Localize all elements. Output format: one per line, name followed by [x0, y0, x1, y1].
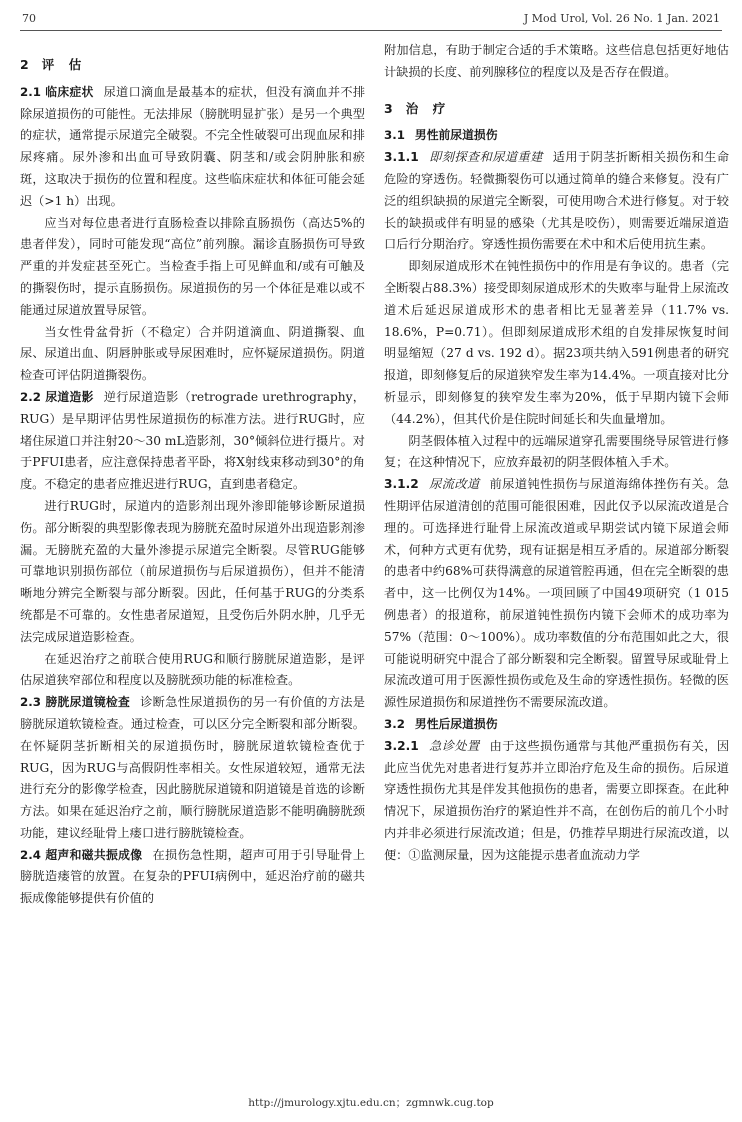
paragraph-text: 逆行尿道造影（retrograde urethrography，RUG）是早期评估男性尿道损伤的标准方法。进行RUG时，应堵住尿道口并注射20～30 mL造影剂，30°倾斜位进行摄片。对于PFUI患者，应注意保持患者平卧，将X射线束移动到30°的角度。不稳定的患者应推迟进行RUG，直到患者稳定。	[20, 389, 365, 492]
paragraph: 应当对每位患者进行直肠检查以排除直肠损伤（高达5%的患者伴发），同时可能发现“高位”前列腺。漏诊直肠损伤可导致严重的并发症甚至死亡。当检查手指上可见鲜血和/或有可触及的撕裂伤时，提示直肠损伤。尿道损伤的另一个体征是难以或不能通过尿道放置导尿管。	[20, 215, 365, 317]
paragraph-text: 尿道口滴血是最基本的症状，但没有滴血并不排除尿道损伤的可能性。无法排尿（膀胱明显扩张）是另一个典型的症状，通常提示尿道完全破裂。不完全性破裂可出现血尿和排尿疼痛。尿外渗和出血可导致阴囊、阴茎和/或会阴肿胀和瘀斑，这取决于损伤的位置和程度。这些临床症状和体征可能会延迟（>1 h）出现。	[20, 84, 365, 208]
subsection-title: 临床症状	[45, 84, 94, 99]
paragraph-text: 适用于阴茎折断相关损伤和生命危险的穿透伤。轻微撕裂伤可以通过简单的缝合来修复。没有广泛的组织缺损的尿道完全断裂，可使用吻合术进行修复。对于较长的缺损或伴有明显的感染（尤其是咬伤），则需要近端尿道造口后行分期治疗。穿透性损伤需要在术中和术后使用抗生素。	[384, 150, 729, 252]
paragraph: 在延迟治疗之前联合使用RUG和顺行膀胱尿道造影，是评估尿道狭窄部位和程度以及膀胱颈功能的标准检查。	[20, 651, 365, 688]
subsubsection-title: 急诊处置	[428, 738, 480, 753]
paragraph: 进行RUG时，尿道内的造影剂出现外渗即能够诊断尿道损伤。部分断裂的典型影像表现为膀胱充盈时尿道外出现造影剂渗漏。无膀胱充盈的大量外渗提示尿道完全断裂。尽管RUG能够可靠地识别损伤部位（前尿道损伤与后尿道损伤），但并不能清晰地分辨完全断裂与部分断裂。因此，任何基于RUG的分类系统都是不可靠的。女性患者尿道短，且受伤后外阴水肿，几乎无法完成尿道造影检查。	[20, 498, 365, 644]
subsection-label	[20, 695, 130, 709]
subsubsection-number: 3.2.1	[384, 738, 419, 753]
subsection-heading	[384, 714, 729, 736]
right-column	[384, 40, 729, 1076]
paragraph	[20, 845, 365, 910]
subsubsection-title: 尿流改道	[428, 477, 480, 492]
subsubsection-label	[384, 150, 543, 164]
section-title: 治 疗	[405, 100, 447, 116]
subsubsection-number: 3.1.1	[384, 150, 419, 165]
subsection-label	[20, 85, 94, 99]
paragraph	[20, 387, 365, 496]
section-heading-treatment	[384, 98, 729, 120]
paragraph	[384, 736, 729, 867]
section-number: 3	[384, 100, 394, 116]
subsubsection-label	[384, 739, 480, 753]
subsection-title: 男性前尿道损伤	[414, 128, 498, 143]
paragraph: 当女性骨盆骨折（不稳定）合并阴道滴血、阴道撕裂、血尿、尿道出血、阴唇肿胀或导尿困难时，应怀疑尿道损伤。阴道检查可评估阴道撕裂伤。	[20, 324, 365, 383]
subsubsection-label	[384, 477, 480, 491]
subsection-heading	[384, 125, 729, 147]
paragraph	[20, 82, 365, 213]
footer-url: http://jmurology.xjtu.edu.cn；zgmnwk.cug.top	[248, 1097, 494, 1109]
subsection-title: 超声和磁共振成像	[45, 847, 143, 862]
subsection-title: 膀胱尿道镜检查	[45, 695, 131, 710]
section-number: 2	[20, 57, 30, 72]
paragraph	[384, 147, 729, 256]
paragraph: 附加信息，有助于制定合适的手术策略。这些信息包括更好地估计缺损的长度、前列腺移位的程度以及是否存在假道。	[384, 43, 729, 79]
left-column	[20, 40, 365, 1076]
subsection-number: 2.4	[20, 847, 41, 862]
page-number: 70	[22, 12, 36, 25]
header-rule	[20, 30, 722, 31]
subsection-number: 2.1	[20, 84, 41, 99]
paragraph: 即刻尿道成形术在钝性损伤中的作用是有争议的。患者（完全断裂占88.3%）接受即刻尿道成形术的失败率与耻骨上尿流改道术后延迟尿道成形术的患者相比无显著差异（11.7% vs. 18.6%，P=0.71）。但即刻尿道成形术组的自发排尿恢复时间明显缩短（27 d vs. 192 d）。据23项共纳入591例患者的研究报道，即刻修复后的尿道狭窄发生率为14.4%。一项直接对比分析显示，即刻修复的狭窄发生率为20%，低于早期内镜下会师（44.2%），但其代价是住院时间延长和失血量增加。	[384, 259, 729, 426]
subsection-number: 3.1	[384, 128, 405, 143]
section-heading-evaluation	[20, 54, 365, 76]
subsection-number: 2.3	[20, 695, 41, 710]
paragraph: 阴茎假体植入过程中的远端尿道穿孔需要围绕导尿管进行修复；在这种情况下，应放弃最初的阴茎假体植入手术。	[384, 433, 729, 470]
subsubsection-number: 3.1.2	[384, 477, 419, 492]
journal-header: J Mod Urol, Vol. 26 No. 1 Jan. 2021	[523, 12, 720, 25]
subsection-label	[20, 848, 142, 862]
subsection-number: 3.2	[384, 716, 405, 731]
paragraph-text: 诊断急性尿道损伤的另一有价值的方法是膀胱尿道软镜检查。通过检查，可以区分完全断裂和部分断裂。在怀疑阴茎折断相关的尿道损伤时，膀胱尿道软镜检查优于RUG，因为RUG与高假阴性率相关。女性尿道较短，通常无法进行充分的影像学检查，因此膀胱尿道镜和阴道镜是首选的诊断方法。如果在延迟治疗之前，顺行膀胱尿道造影不能明确膀胱颈功能，建议经耻骨上瘘口进行膀胱镜检查。	[20, 695, 365, 840]
subsection-title: 男性后尿道损伤	[414, 716, 498, 731]
paragraph-text: 由于这些损伤通常与其他严重损伤有关，因此应当优先对患者进行复苏并立即治疗危及生命的损伤。后尿道穿透性损伤尤其是伴发其他损伤的患者，需要立即探查。在此种情况下，尿道损伤治疗的紧迫性并不高，在创伤后的前几个小时内并非必须进行尿流改道；但是，仍推荐早期进行尿流改道，以便：①监测尿量，因为这能提示患者血流动力学	[384, 738, 729, 862]
paragraph	[20, 692, 365, 845]
paragraph-text: 前尿道钝性损伤与尿道海绵体挫伤有关。急性期评估尿道清创的范围可能很困难，因此仅予以尿流改道是合理的。可选择进行耻骨上尿流改道或早期尝试内镜下尿道会师术，何种方式更有优势，现有证据是相互矛盾的。尿道部分断裂的患者中约68%可获得满意的尿道管腔再通，但在完全断裂的患者中，这一比例仅为14%。一项回顾了中国49项研究（1 015例患者）的报道称，前尿道钝性损伤内镜下会师术的成功率为57%（范围：0～100%）。成功率数值的分布范围如此之大，很可能说明研究中混合了部分断裂和完全断裂。留置导尿或耻骨上尿流改道可用于医源性损伤或危及生命的穿透性损伤。轻微的医源性尿道损伤和尿道挫伤不需要尿流改道。	[384, 477, 729, 710]
subsection-label	[20, 390, 94, 404]
paragraph-text: 在损伤急性期，超声可用于引导耻骨上膀胱造瘘管的放置。在复杂的PFUI病例中，延迟治疗前的磁共振成像能够提供有价值的	[20, 847, 365, 906]
section-title: 评 估	[41, 57, 83, 72]
subsubsection-title: 即刻探查和尿道重建	[428, 150, 543, 165]
paragraph	[384, 474, 729, 714]
subsection-title: 尿道造影	[45, 389, 94, 404]
subsection-number: 2.2	[20, 389, 41, 404]
